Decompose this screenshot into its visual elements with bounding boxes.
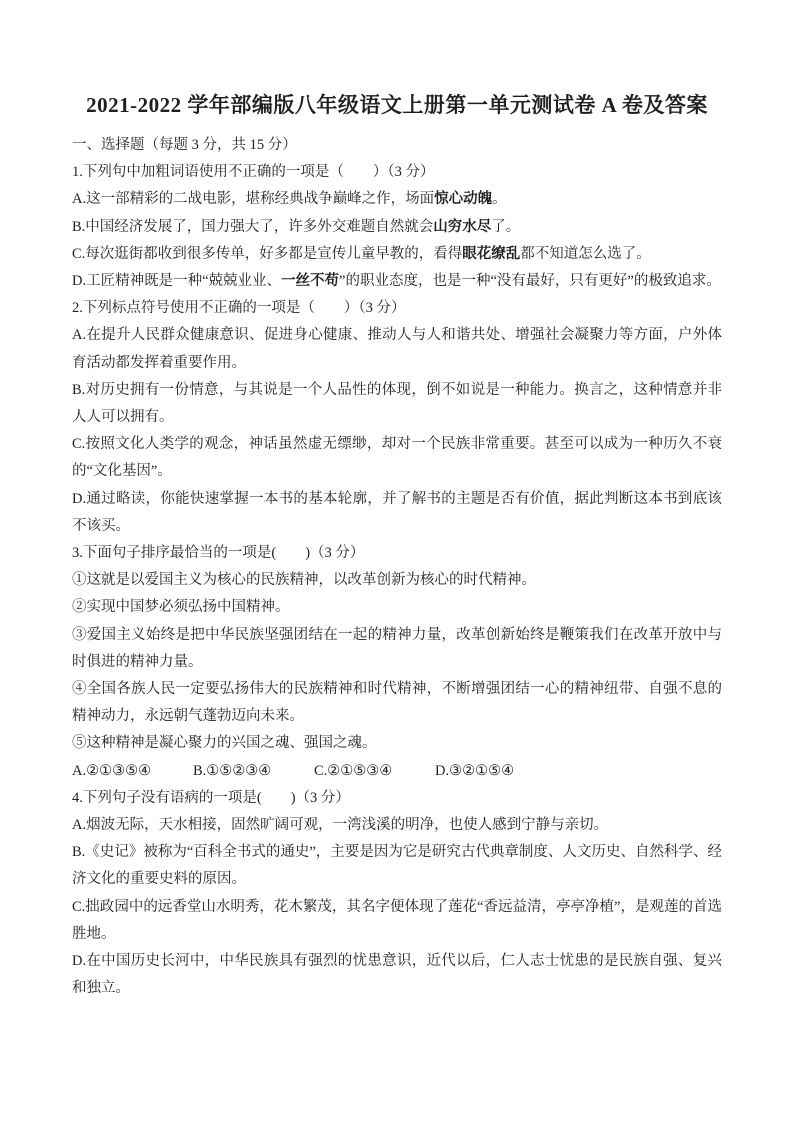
document-body [72, 132, 722, 1003]
question-3-paragraph: ②实现中国梦必须弘扬中国精神。 [72, 599, 290, 616]
choice-C: C.②①⑤③④ [314, 762, 393, 779]
question-3-paragraph: ⑤这种精神是凝心聚力的兴国之魂、强国之魂。 [72, 735, 377, 752]
question-4-paragraph: A.烟波无际，天水相接，固然旷阔可观，一湾浅溪的明净，也使人感到宁静与亲切。 [72, 817, 609, 834]
question-1-paragraph: A.这一部精彩的二战电影，堪称经典战争巅峰之作，场面惊心动魄。 [72, 191, 507, 208]
question-2-paragraph: D.通过略读，你能快速掌握一本书的基本轮廓，并了解书的主题是否有价值，据此判断这本书到底该不该买。 [72, 490, 722, 534]
choice-B: B.①⑤②③④ [193, 762, 272, 779]
question-1-paragraph: D.工匠精神既是一种“兢兢业业、一丝不苟”的职业态度，也是一种“没有最好，只有更好”的极致追求。 [72, 273, 721, 290]
choice-A: A.②①③⑤④ [72, 762, 152, 779]
questions [72, 159, 722, 1002]
question-2-paragraph: B.对历史拥有一份情意，与其说是一个人品性的体现，倒不如说是一种能力。换言之，这种情意并非人人可以拥有。 [72, 381, 722, 426]
question-4-stem: 4.下列句子没有语病的一项是( )（3 分） [72, 789, 350, 806]
question-4-paragraph: C.拙政园中的远香堂山水明秀，花木繁茂，其名字便体现了莲花“香远益清，亭亭净植”，是观莲的首选胜地。 [72, 898, 722, 942]
question-1-stem: 1.下列句中加粗词语使用不正确的一项是（ ）（3 分） [72, 164, 435, 181]
page-title: 2021-2022 学年部编版八年级语文上册第一单元测试卷 A 卷及答案 [86, 93, 708, 117]
question-3-paragraph: ④全国各族人民一定要弘扬伟大的民族精神和时代精神，不断增强团结一心的精神纽带、自强不息的精神动力，永远朝气蓬勃迈向未来。 [72, 681, 722, 725]
question-3-stem: 3.下面句子排序最恰当的一项是( )（3 分） [72, 545, 365, 562]
question-2-paragraph: A.在提升人民群众健康意识、促进身心健康、推动人与人和谐共处、增强社会凝聚力等方面，户外体育活动都发挥着重要作用。 [72, 327, 722, 371]
question-1-paragraph: B.中国经济发展了，国力强大了，许多外交难题自然就会山穷水尽了。 [72, 218, 521, 235]
question-3-paragraph: ③爱国主义始终是把中华民族坚强团结在一起的精神力量，改革创新始终是鞭策我们在改革开放中与时俱进的精神力量。 [72, 626, 722, 670]
section-header: 一、选择题（每题 3 分，共 15 分） [72, 137, 297, 153]
question-2-stem: 2.下列标点符号使用不正确的一项是（ ）（3 分） [72, 300, 406, 317]
question-3-paragraph: ①这就是以爱国主义为核心的民族精神，以改革创新为核心的时代精神。 [72, 572, 536, 589]
question-3-choices-row [72, 758, 722, 785]
question-4-paragraph: B.《史记》被称为“百科全书式的通史”，主要是因为它是研究古代典章制度、人文历史、自然科学、经济文化的重要史料的原因。 [72, 844, 722, 888]
question-4-paragraph: D.在中国历史长河中，中华民族具有强烈的忧患意识，近代以后，仁人志士忧患的是民族自强、复兴和独立。 [72, 953, 722, 997]
choice-D: D.③②①⑤④ [435, 762, 515, 779]
question-1-paragraph: C.每次逛街都收到很多传单，好多都是宣传儿童早教的，看得眼花缭乱都不知道怎么选了。 [72, 245, 651, 262]
question-2-paragraph: C.按照文化人类学的观念，神话虽然虚无缥缈，却对一个民族非常重要。甚至可以成为一种历久不衰的“文化基因”。 [72, 436, 722, 480]
